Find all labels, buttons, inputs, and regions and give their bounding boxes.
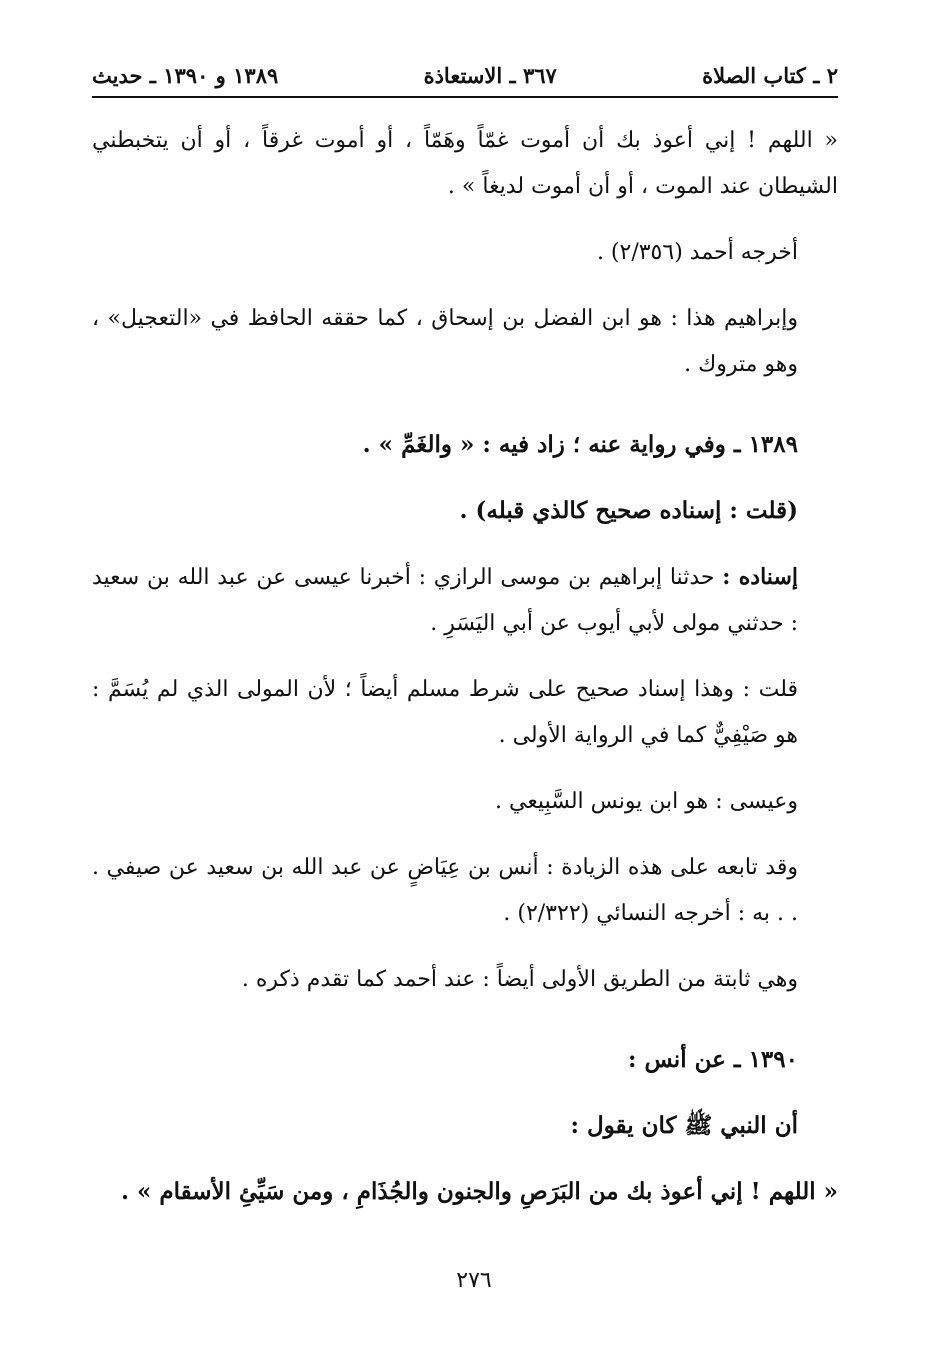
header-hadith-range: ١٣٨٩ و ١٣٩٠ ـ حديث: [92, 62, 279, 88]
corroboration-paragraph: وقد تابعه على هذه الزيادة : أنس بن عِيَاضٍ عن عبد الله بن سعيد عن صيفي . . . به : أخرجه النسائي (٢/٣٢٢) .: [92, 855, 798, 926]
hadith-1390-supplication: « اللهم ! إني أعوذ بك من البَرَصِ والجنون والجُذَامِ ، ومن سَيِّئِ الأسقام » .: [120, 1178, 838, 1205]
hadith-1390-intro: أن النبي ﷺ كان يقول :: [570, 1112, 798, 1139]
header-book-title: ٢ ـ كتاب الصلاة: [702, 62, 838, 88]
running-header: [92, 58, 838, 98]
isnad-paragraph: [92, 554, 838, 647]
hadith-1389-heading: ١٣٨٩ ـ وفي رواية عنه ؛ زاد فيه : « والغَمِّ » .: [362, 431, 798, 458]
narrator-identification: وعيسى : هو ابن يونس السَّبِيعي .: [495, 789, 798, 814]
grading-note: (قلت : إسناده صحيح كالذي قبله) .: [459, 497, 798, 524]
header-chapter-title: ٣٦٧ ـ الاستعاذة: [423, 62, 557, 88]
narrator-note: وإبراهيم هذا : هو ابن الفضل بن إسحاق ، كما حققه الحافظ في «التعجيل» ، وهو متروك .: [92, 306, 798, 377]
hadith-text-supplication: « اللهم ! إني أعوذ بك أن أموت غمّاً وهَمّاً ، أو أموت غرقاً ، أو أن يتخبطني الشيطان عند الموت ، أو أن أموت لديغاً » .: [92, 128, 838, 199]
hadith-1390-heading: ١٣٩٠ ـ عن أنس :: [627, 1046, 798, 1073]
isnad-text: حدثنا إبراهيم بن موسى الرازي : أخبرنا عيسى عن عبد الله بن سعيد : حدثني مولى لأبي أيوب عن أبي اليَسَرِ .: [92, 565, 798, 636]
page-body: [92, 118, 838, 1235]
confirmation-paragraph: وهي ثابتة من الطريق الأولى أيضاً : عند أحمد كما تقدم ذكره .: [241, 967, 798, 992]
isnad-label: إسناده :: [722, 564, 798, 590]
page-number: ٢٧٦: [456, 1268, 492, 1293]
takhrij-note: أخرجه أحمد (٢/٣٥٦) .: [596, 240, 798, 265]
commentary-paragraph: قلت : وهذا إسناد صحيح على شرط مسلم أيضاً ؛ لأن المولى الذي لم يُسَمَّ : هو صَيْفِيٌّ كما في الرواية الأولى .: [92, 677, 798, 748]
